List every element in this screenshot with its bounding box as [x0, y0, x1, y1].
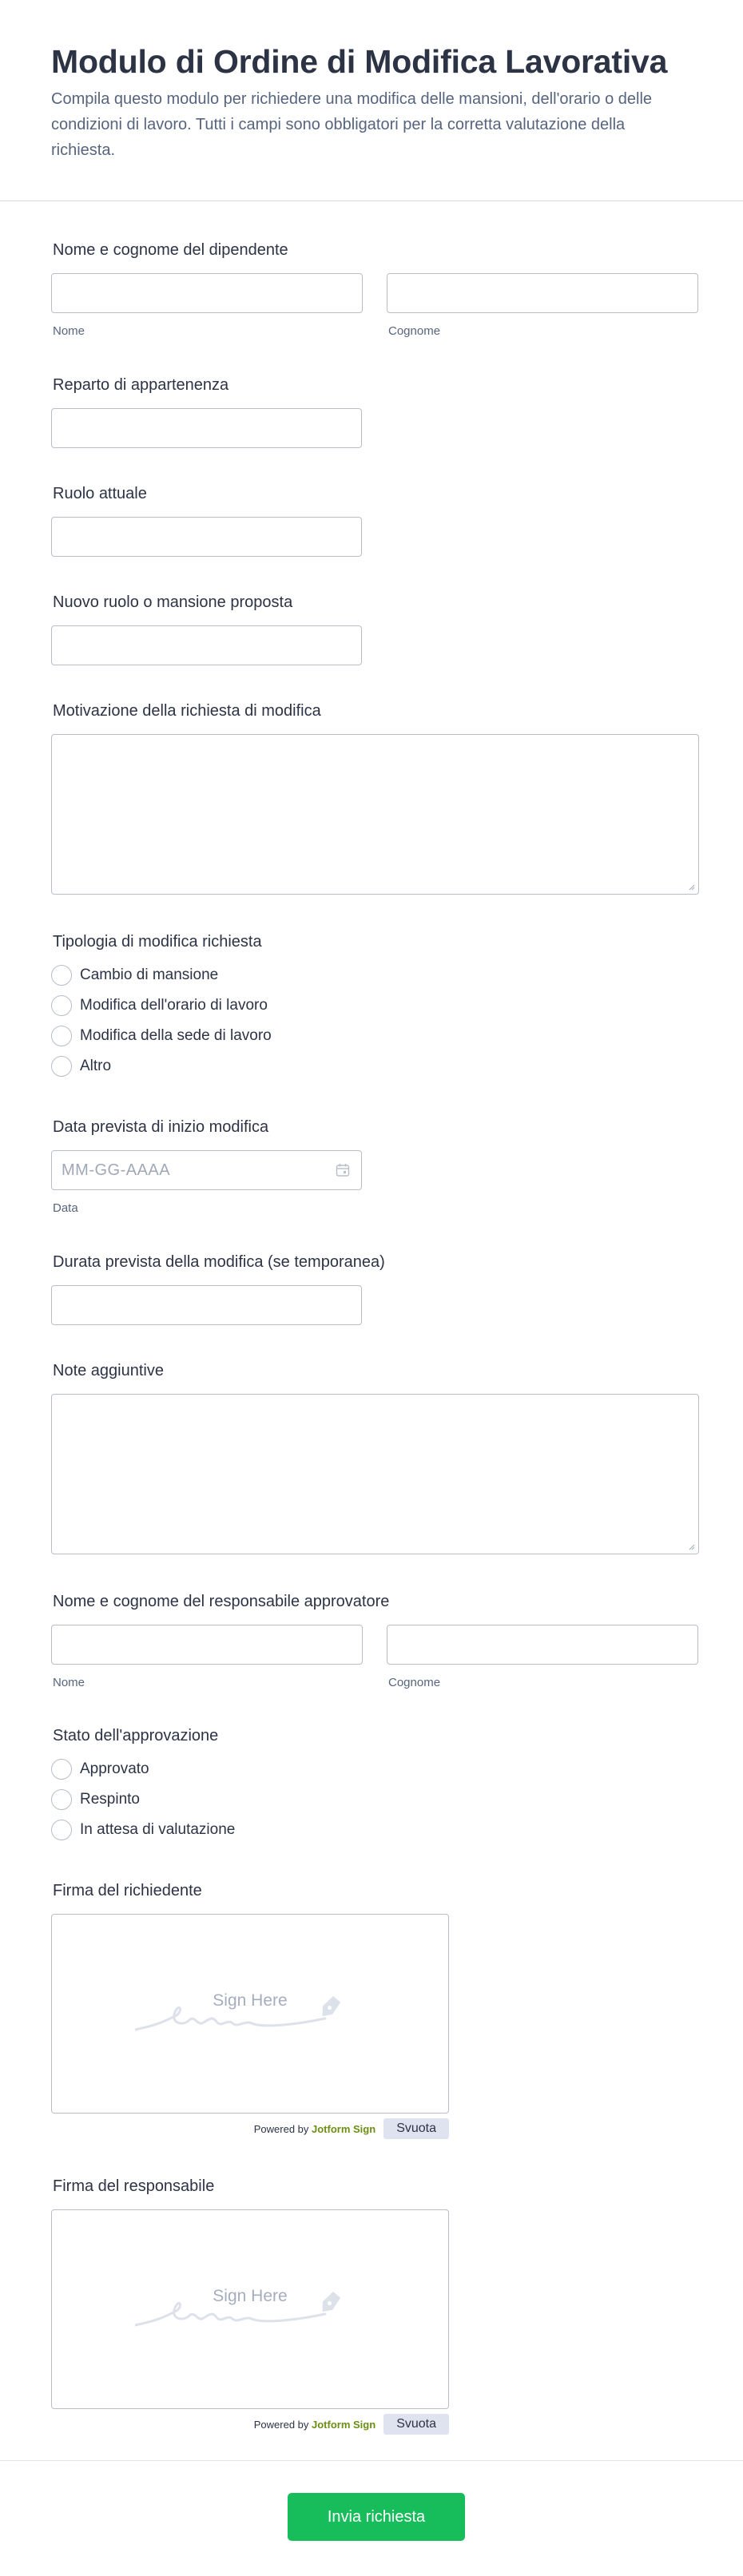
- notes-field: [51, 1360, 699, 1554]
- approval-status-field: [51, 1725, 235, 1845]
- pen-nib-icon: [135, 2287, 367, 2335]
- radio-button[interactable]: [51, 1026, 72, 1046]
- start-date-field: [51, 1117, 362, 1215]
- department-field: [51, 375, 362, 448]
- calendar-icon[interactable]: [336, 1163, 350, 1177]
- radio-button[interactable]: [51, 1820, 72, 1840]
- approval-status-option[interactable]: Respinto: [51, 1784, 235, 1815]
- employee-name-label: Nome e cognome del dipendente: [53, 241, 288, 259]
- duration-field: [51, 1252, 385, 1325]
- approval-status-label: Stato dell'approvazione: [53, 1727, 219, 1744]
- radio-button[interactable]: [51, 1759, 72, 1780]
- notes-textarea[interactable]: [51, 1394, 699, 1554]
- manager-signature-field: [51, 2176, 449, 2435]
- start-date-label: Data prevista di inizio modifica: [53, 1118, 269, 1136]
- department-input[interactable]: [51, 408, 362, 448]
- radio-button[interactable]: [51, 965, 72, 986]
- employee-first-name-input[interactable]: [51, 273, 363, 313]
- manager-signature-pad[interactable]: [51, 2209, 449, 2409]
- change-type-option[interactable]: Cambio di mansione: [51, 960, 272, 990]
- approval-status-options: [51, 1754, 235, 1845]
- submit-button[interactable]: Invia richiesta: [288, 2493, 465, 2541]
- current-role-label: Ruolo attuale: [53, 485, 147, 502]
- approver-first-name-input[interactable]: [51, 1625, 363, 1665]
- employee-last-name-input[interactable]: [387, 273, 698, 313]
- motivation-field: [51, 701, 699, 895]
- change-type-option[interactable]: Modifica dell'orario di lavoro: [51, 990, 272, 1021]
- start-date-sublabel: Data: [53, 1201, 78, 1215]
- change-type-field: [51, 931, 272, 1082]
- duration-label: Durata prevista della modifica (se temporanea): [53, 1253, 385, 1271]
- powered-by-text: Powered by Jotform Sign: [253, 2418, 376, 2431]
- employee-last-name-sublabel: Cognome: [388, 324, 441, 338]
- form-footer: [0, 2460, 743, 2576]
- approver-name-label: Nome e cognome del responsabile approvatore: [53, 1593, 390, 1610]
- new-role-label: Nuovo ruolo o mansione proposta: [53, 593, 293, 611]
- sign-here-placeholder: Sign Here: [213, 1991, 288, 2010]
- new-role-input[interactable]: [51, 625, 362, 665]
- motivation-textarea[interactable]: [51, 734, 699, 895]
- employee-name-field: [51, 240, 698, 338]
- date-placeholder: MM-GG-AAAA: [62, 1161, 171, 1179]
- powered-by-text: Powered by Jotform Sign: [253, 2122, 376, 2135]
- page-title: Modulo di Ordine di Modifica Lavorativa: [51, 43, 668, 80]
- clear-signature-button[interactable]: Svuota: [383, 2118, 449, 2139]
- resize-handle-icon[interactable]: [687, 883, 695, 891]
- radio-button[interactable]: [51, 1056, 72, 1077]
- motivation-label: Motivazione della richiesta di modifica: [53, 702, 321, 720]
- new-role-field: [51, 592, 362, 665]
- notes-label: Note aggiuntive: [53, 1362, 164, 1379]
- approval-status-option[interactable]: Approvato: [51, 1754, 235, 1784]
- current-role-input[interactable]: [51, 517, 362, 557]
- approver-first-name-sublabel: Nome: [53, 1676, 85, 1689]
- radio-button[interactable]: [51, 1789, 72, 1810]
- clear-signature-button[interactable]: Svuota: [383, 2414, 449, 2435]
- requester-signature-pad[interactable]: [51, 1914, 449, 2114]
- approver-name-field: [51, 1591, 698, 1689]
- employee-first-name-sublabel: Nome: [53, 324, 85, 338]
- start-date-input[interactable]: [51, 1150, 362, 1190]
- pen-nib-icon: [135, 1991, 367, 2039]
- change-type-option[interactable]: Altro: [51, 1051, 272, 1082]
- form-header: [0, 0, 743, 201]
- manager-signature-label: Firma del responsabile: [53, 2177, 215, 2195]
- resize-handle-icon[interactable]: [687, 1542, 695, 1550]
- change-type-label: Tipologia di modifica richiesta: [53, 933, 262, 951]
- page-description: Compila questo modulo per richiedere una modifica delle mansioni, dell'orario o delle condizioni di lavoro. Tutti i campi sono obbligatori per la corretta valutazione della richiesta.: [51, 90, 653, 159]
- requester-signature-label: Firma del richiedente: [53, 1882, 202, 1899]
- sign-here-placeholder: Sign Here: [213, 2287, 288, 2305]
- change-type-options: [51, 960, 272, 1082]
- change-type-option[interactable]: Modifica della sede di lavoro: [51, 1021, 272, 1051]
- approval-status-option[interactable]: In attesa di valutazione: [51, 1815, 235, 1845]
- approver-last-name-sublabel: Cognome: [388, 1676, 441, 1689]
- radio-button[interactable]: [51, 995, 72, 1016]
- duration-input[interactable]: [51, 1285, 362, 1325]
- department-label: Reparto di appartenenza: [53, 376, 229, 394]
- requester-signature-field: [51, 1880, 449, 2139]
- approver-last-name-input[interactable]: [387, 1625, 698, 1665]
- current-role-field: [51, 483, 362, 557]
